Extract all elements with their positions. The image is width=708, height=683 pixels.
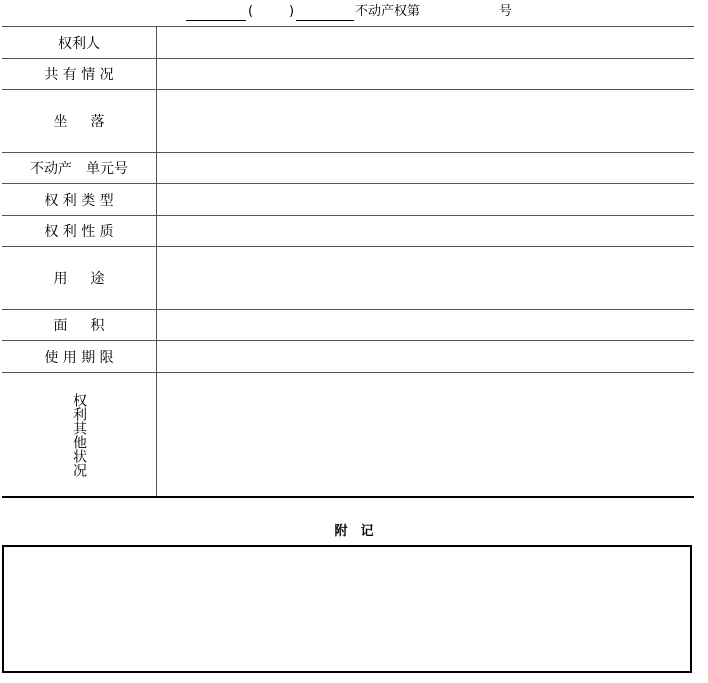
appendix-title: 附 记 <box>334 524 374 539</box>
table-row-location <box>2 89 694 152</box>
row-value <box>157 216 694 246</box>
row-label: 使 用 期 限 <box>2 341 157 372</box>
row-value <box>157 153 694 183</box>
row-label: 权 利 性 质 <box>2 216 157 246</box>
table-row-area <box>2 309 694 340</box>
close-paren: ) <box>289 4 295 19</box>
row-value <box>157 90 694 152</box>
row-value <box>157 310 694 340</box>
table-row-co-ownership <box>2 58 694 89</box>
row-label: 权 利 类 型 <box>2 184 157 215</box>
table-row-owner <box>2 26 694 58</box>
open-paren: ( <box>248 4 254 19</box>
blank-year-line <box>296 20 354 21</box>
row-value <box>157 341 694 372</box>
row-value <box>157 373 694 496</box>
appendix-box <box>2 545 692 673</box>
row-label: 不动产 单元号 <box>2 153 157 183</box>
row-value <box>157 27 694 58</box>
row-label: 共 有 情 况 <box>2 59 157 89</box>
row-value <box>157 247 694 309</box>
row-value <box>157 59 694 89</box>
table-row-usage <box>2 246 694 309</box>
blank-prefix-line <box>186 20 246 21</box>
table-row-other-status <box>2 372 694 498</box>
row-label-cell <box>2 373 157 496</box>
row-label: 用 途 <box>2 247 157 309</box>
header-middle-text: 不动产权第 <box>355 4 421 19</box>
property-info-table <box>2 26 694 498</box>
row-label: 权利人 <box>2 27 157 58</box>
row-label: 坐 落 <box>2 90 157 152</box>
row-label: 权利其他状况 <box>71 392 87 477</box>
header-end-text: 号 <box>499 4 513 19</box>
row-value <box>157 184 694 215</box>
table-row-term <box>2 340 694 372</box>
row-label: 面 积 <box>2 310 157 340</box>
table-row-unit-number <box>2 152 694 183</box>
table-row-right-type <box>2 183 694 215</box>
certificate-header <box>0 3 708 21</box>
table-row-right-nature <box>2 215 694 246</box>
